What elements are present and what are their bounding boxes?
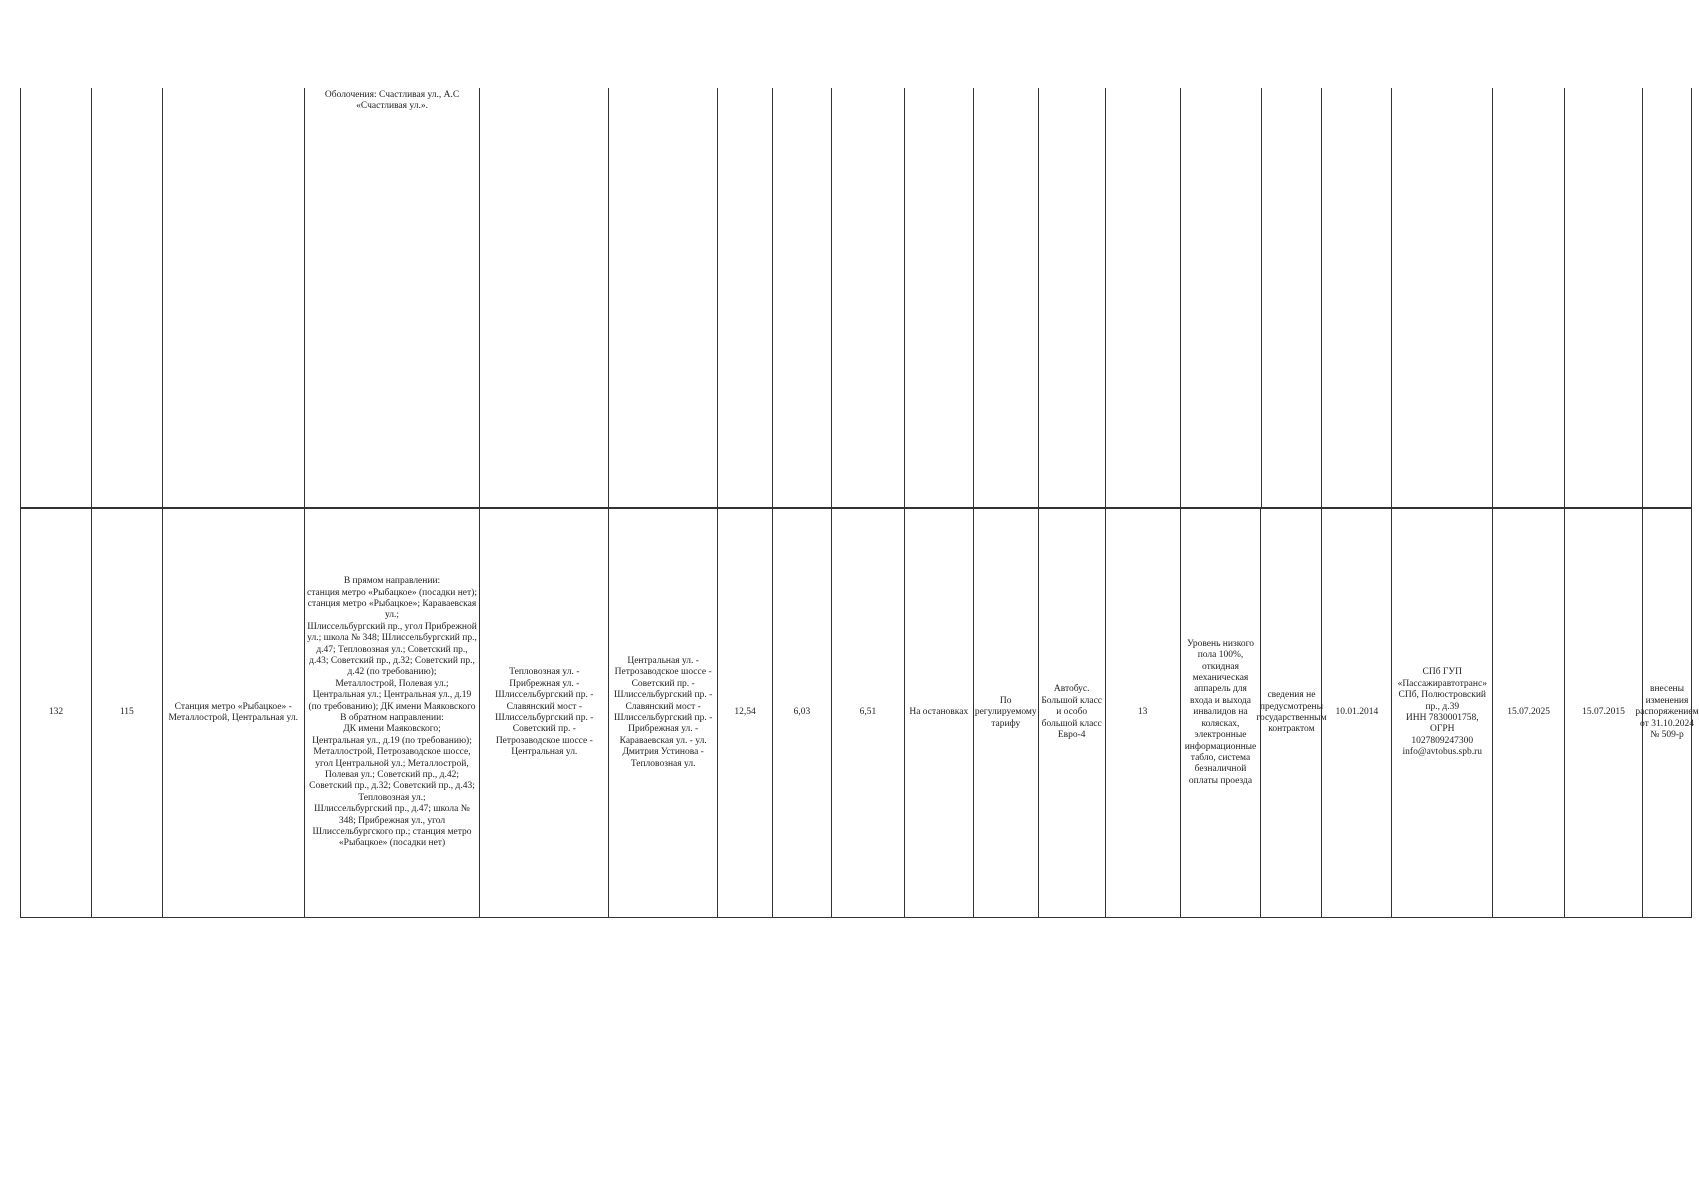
previous-row-continuation: [20, 88, 1692, 507]
carrier-cell: СПб ГУП «Пассажиравтотранс» СПб, Полюстровский пр., д.39 ИНН 7830001758, ОГРН 1027809247300 info@avtobus.spb.ru: [1392, 509, 1493, 917]
streets-forward-cell: Тепловозная ул. - Прибрежная ул. - Шлиссельбургский пр. - Славянский мост - Шлиссельбургский пр. - Советский пр. - Петрозаводское шоссе - Центральная ул.: [480, 509, 609, 917]
length-forward-cell: 6,03: [773, 509, 832, 917]
start-date-cell: 10.01.2014: [1322, 509, 1392, 917]
route-number-cell: 115: [92, 509, 163, 917]
cell: [21, 88, 92, 507]
cell: [480, 88, 609, 507]
stops-cell: В прямом направлении: станция метро «Рыбацкое» (посадки нет); станция метро «Рыбацкое»; Караваевская ул.; Шлиссельбургский пр., угол Прибрежной ул.; школа № 348; Шлиссельбургский пр., д.47; Тепловозная ул.; Советский пр., д.43; Советский пр., д.32; Советский пр., д.42 (по требованию); Металлострой, Полевая ул.; Центральная ул.; Центральная ул., д.19 (по требованию); ДК имени Маяковского В обратном направлении: ДК имени Маяковского; Центральная ул., д.19 (по требованию); Металлострой, Петрозаводское шоссе, угол Центральной ул.; Металлострой, Полевая ул.; Советский пр., д.42; Советский пр., д.32; Советский пр., д.43; Тепловозная ул.; Шлиссельбургский пр., д.47; школа № 348; Прибрежная ул., угол Шлиссельбургского пр.; станция метро «Рыбацкое» (посадки нет): [305, 509, 481, 917]
cell: [163, 88, 305, 507]
cell: [1322, 88, 1392, 507]
boarding-cell: На остановках: [905, 509, 974, 917]
cell: [1181, 88, 1262, 507]
route-name-cell: Станция метро «Рыбацкое» - Металлострой, Центральная ул.: [163, 509, 305, 917]
cell: [1039, 88, 1106, 507]
cell: [1565, 88, 1643, 507]
date-cell: 15.07.2015: [1565, 509, 1643, 917]
cell: [974, 88, 1039, 507]
notes-cell: внесены изменения распоряжением от 31.10.2024 № 509-р: [1643, 509, 1692, 917]
streets-backward-cell: Центральная ул. - Петрозаводское шоссе - Советский пр. - Шлиссельбургский пр. - Славянский мост - Шлиссельбургский пр. - Прибрежная ул. - Караваевская ул. - ул. Дмитрия Устинова - Тепловозная ул.: [609, 509, 718, 917]
cell: [92, 88, 163, 507]
vehicle-characteristics-cell: Уровень низкого пола 100%, откидная механическая аппарель для входа и выхода инвалидов на колясках, электронные информационные табло, система безналичной оплаты проезда: [1181, 509, 1262, 917]
date-cell: 15.07.2025: [1493, 509, 1565, 917]
cell: [1392, 88, 1493, 507]
length-total-cell: 12,54: [718, 509, 773, 917]
tariff-cell: По регулируемому тарифу: [974, 509, 1039, 917]
cell: [832, 88, 905, 507]
cell: [718, 88, 773, 507]
cell: [1493, 88, 1565, 507]
table-row: [20, 507, 1699, 918]
reg-number-cell: 132: [21, 509, 92, 917]
cell: [773, 88, 832, 507]
cell: [609, 88, 718, 507]
cell: [1262, 88, 1323, 507]
contract-info-cell: сведения не предусмотрены государственным контрактом: [1261, 509, 1322, 917]
route-registry-table: [20, 88, 1699, 918]
cell: [905, 88, 974, 507]
vehicle-class-cell: Автобус. Большой класс и особо большой класс Евро-4: [1039, 509, 1106, 917]
continuation-stops-text: Оболочения: Счастливая ул., А.С «Счастливая ул.».: [305, 88, 481, 507]
cell: [1106, 88, 1181, 507]
max-vehicles-cell: 13: [1106, 509, 1181, 917]
length-backward-cell: 6,51: [832, 509, 905, 917]
cell: [1643, 88, 1692, 507]
